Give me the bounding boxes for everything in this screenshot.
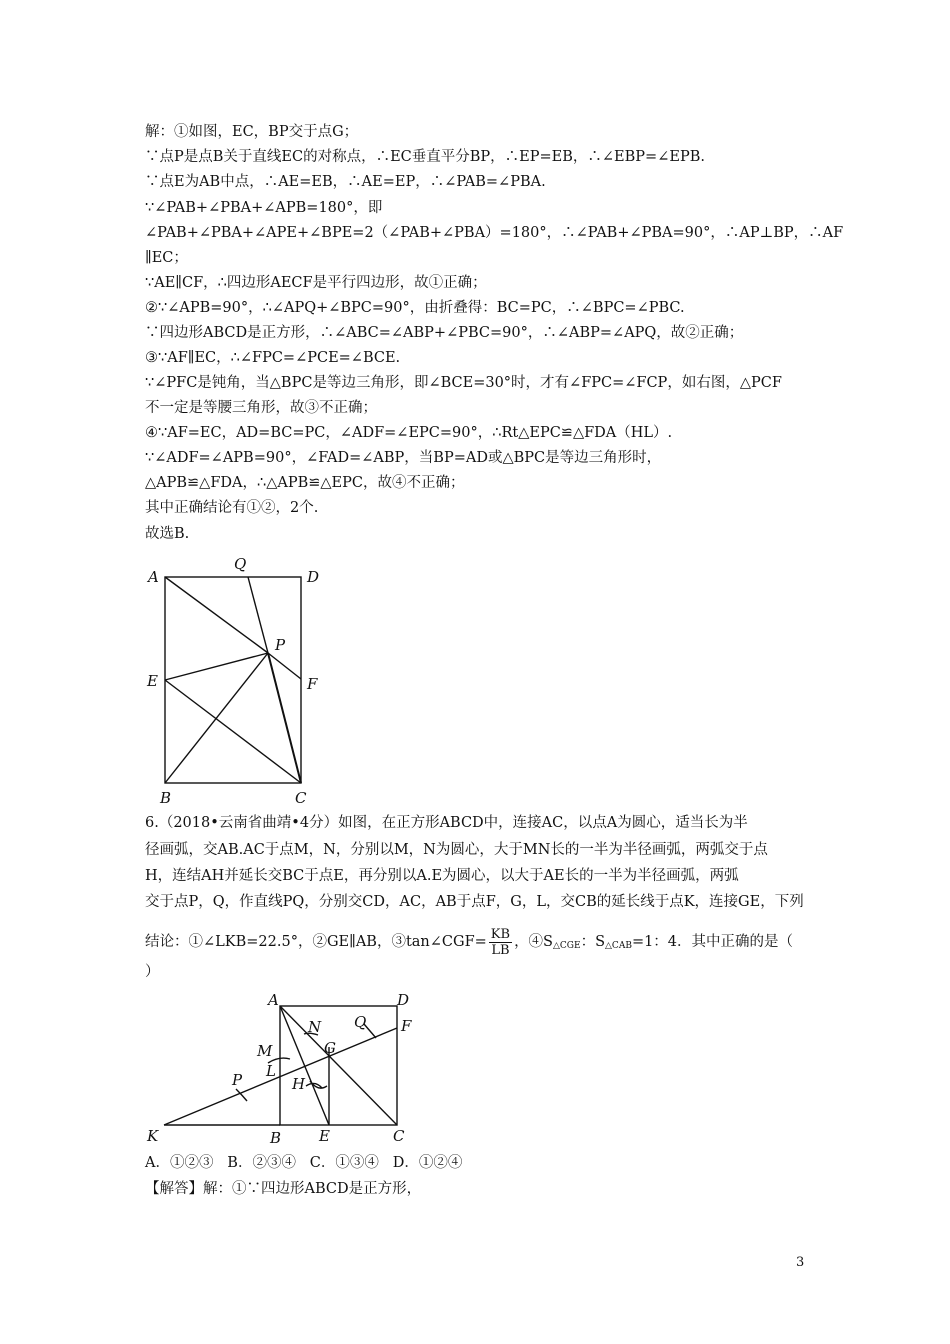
question-line: 6.（2018•云南省曲靖•4分）如图，在正方形ABCD中，连接AC，以点A为圆心，适当长为半 (145, 815, 748, 831)
label-a: A (268, 991, 279, 1009)
rectangle-abcd (165, 577, 301, 783)
label-h: H (292, 1075, 306, 1093)
question-close-paren: ） (145, 964, 160, 980)
label-q: Q (354, 1013, 367, 1031)
label-p: P (275, 636, 286, 654)
label-f: F (401, 1017, 412, 1035)
label-e: E (319, 1127, 330, 1145)
solution-line: 故选B. (145, 526, 190, 542)
segment-ap (165, 577, 268, 653)
label-a: A (148, 568, 159, 586)
label-b: B (270, 1129, 282, 1147)
segment-ac (280, 1006, 397, 1125)
solution-line: ④∵AF=EC，AD=BC=PC，∠ADF=∠EPC=90°，∴Rt△EPC≌△FDA（HL）. (145, 425, 673, 441)
geometry-figure-square (140, 988, 430, 1148)
segment-pc (268, 653, 301, 783)
fraction-kb-lb: $\frac{KB}{LB}$ (490, 926, 511, 958)
answer-start-line: 【解答】解：①∵四边形ABCD是正方形， (145, 1181, 422, 1197)
solution-line: ∥EC； (145, 250, 188, 266)
page-number: 3 (796, 1255, 805, 1270)
solution-line: ∵四边形ABCD是正方形，∴∠ABC=∠ABP+∠PBC=90°，∴∠ABP=∠APQ，故②正确； (145, 325, 744, 341)
label-p: P (232, 1071, 243, 1089)
question-conclusions-line: 结论：①∠LKB=22.5°，②GE∥AB，③tan∠CGF= $\frac{KB}{LB}$ ，$④S_{\triangle CGE}$：$S_{\triangle CAB}=1$：4．其中正确的是（ (145, 926, 794, 958)
label-d: D (307, 568, 320, 586)
label-f: F (307, 675, 318, 693)
label-q: Q (234, 555, 247, 573)
label-b: B (160, 789, 172, 807)
solution-line: ∵∠PAB+∠PBA+∠APB=180°，即 (145, 200, 383, 216)
geometry-figure-rectangle (140, 550, 340, 810)
segment-ec (165, 680, 301, 783)
label-g: G (324, 1039, 336, 1057)
solution-line: 不一定是等腰三角形，故③不正确； (145, 400, 377, 416)
question-line: H，连结AH并延长交BC于点E，再分别以A.E为圆心，以大于AE长的一半为半径画弧，两弧 (145, 868, 739, 884)
label-d: D (397, 991, 410, 1009)
label-m: M (257, 1042, 273, 1060)
segment-qp (248, 577, 268, 653)
segment-ep (165, 653, 268, 680)
solution-line: 其中正确结论有①②，2个. (145, 500, 319, 516)
label-c: C (393, 1127, 405, 1145)
solution-line: 解：①如图，EC，BP交于点G； (145, 124, 359, 140)
solution-line: △APB≌△FDA，∴△APB≌△EPC，故④不正确； (145, 475, 465, 491)
solution-line: ∵点E为AB中点，∴AE=EB，∴AE=EP，∴∠PAB=∠PBA. (145, 174, 546, 190)
label-c: C (295, 789, 307, 807)
label-l: L (266, 1062, 276, 1080)
label-e: E (147, 672, 158, 690)
label-n: N (308, 1018, 322, 1036)
label-k: K (147, 1127, 159, 1145)
solution-line: ∠PAB+∠PBA+∠APE+∠BPE=2（∠PAB+∠PBA）=180°，∴∠PAB+∠PBA=90°，∴AP⊥BP，∴AF (145, 225, 844, 241)
solution-line: ∵点P是点B关于直线EC的对称点，∴EC垂直平分BP，∴EP=EB，∴∠EBP=∠EPB. (145, 149, 705, 165)
segment-bp (165, 653, 268, 783)
answer-options: A．①②③ B．②③④ C．①③④ D．①②④ (145, 1155, 463, 1171)
question-line: 交于点P，Q，作直线PQ，分别交CD，AC，AB于点F，G，L，交CB的延长线于点K，连接GE，下列 (145, 894, 804, 910)
solution-line: ②∵∠APB=90°，∴∠APQ+∠BPC=90°，由折叠得：BC=PC，∴∠BPC=∠PBC. (145, 300, 685, 316)
question-line: 径画弧，交AB.AC于点M，N，分别以M，N为圆心，大于MN长的一半为半径画弧，两弧交于点 (145, 842, 768, 858)
segment-ae (280, 1006, 329, 1125)
solution-line: ∵∠PFC是钝角，当△BPC是等边三角形，即∠BCE=30°时，才有∠FPC=∠FCP，如右图，△PCF (145, 375, 782, 391)
solution-line: ③∵AF∥EC，∴∠FPC=∠PCE=∠BCE. (145, 350, 401, 366)
solution-line: ∵∠ADF=∠APB=90°，∠FAD=∠ABP，当BP=AD或△BPC是等边三角形时， (145, 450, 662, 466)
solution-line: ∵AE∥CF，∴四边形AECF是平行四边形，故①正确； (145, 275, 487, 291)
